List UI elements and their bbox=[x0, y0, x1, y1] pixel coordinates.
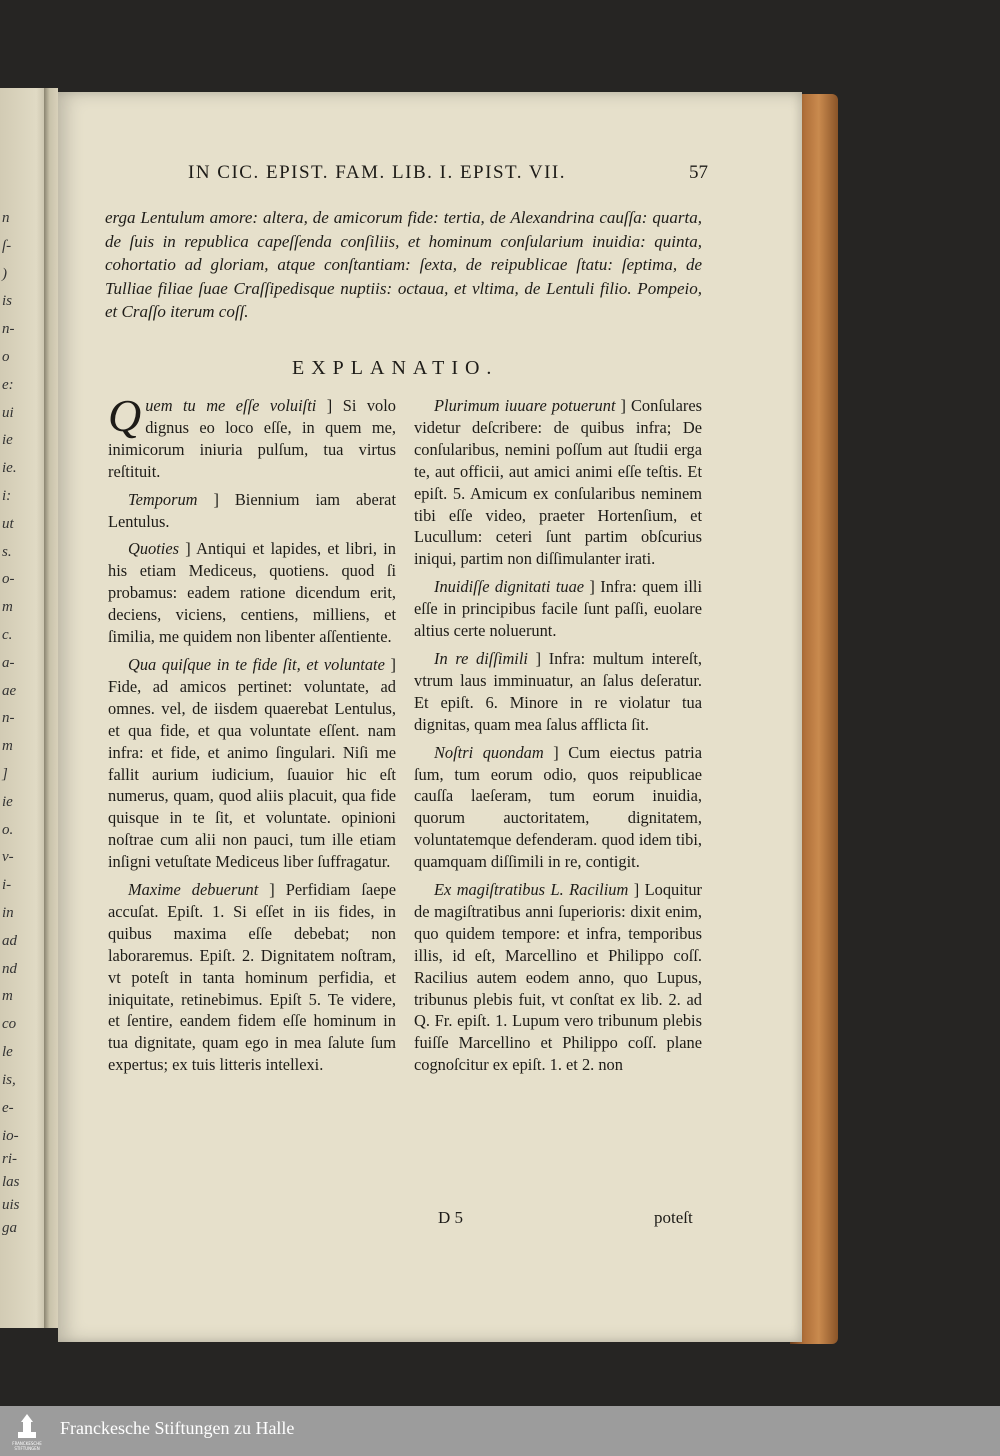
lemma: Inuidiſſe dignitati tuae bbox=[434, 577, 585, 597]
left-page-fragment: m bbox=[2, 599, 13, 616]
commentary-text: ] Fide, ad amicos pertinet: voluntate, ad omnes. vel, de iisdem quaerebat Lentulus, et qua fide, et qua voluntate eſſent. nam infra: et fide, et animo ſingulari. Niſi me fallit aurium iudicium, ſuauior hic eſt numerus, quam, quod aliis placuit, qua fide quisque in te ſit, et voluntate. opinioni noſtrae cum alii non pauci, tum ille etiam inſigni vetuſtate Mediceus liber ſuffragatur. bbox=[108, 654, 396, 872]
commentary-text: ] Antiqui et lapides, et libri, in his etiam Mediceus, quotiens. quod ſi probamus: eadem ratione dicendum erit, deciens, viciens, centiens, milliens, et ſimilia, me quidem non libenter aſſentiente. bbox=[108, 539, 396, 647]
left-page-fragment: uis bbox=[2, 1197, 20, 1213]
left-page-fragment: n- bbox=[2, 321, 15, 338]
commentary-entry bbox=[414, 648, 702, 736]
left-column bbox=[108, 390, 396, 1082]
left-page-fragment: ri- bbox=[2, 1151, 17, 1167]
drop-cap: Q bbox=[108, 390, 142, 441]
intro-text: erga Lentulum amore: altera, de amicorum fide: tertia, de Alexandrina cauſſa: quarta, de ſuis in republica capeſſenda conſiliis, et hominum conſularium inuidia: quinta, cohortatio ad gloriam, atque conſtantiam: ſexta, de reipublicae ſtatu: ſeptima, de Tulliae filiae ſuae Craſſipedisque nuptiis: octaua, et vltima, de Lentuli filio. Pompeio, et Craſſo iterum coſſ. bbox=[105, 208, 702, 321]
commentary-entry bbox=[108, 879, 396, 1076]
left-page-fragment: e- bbox=[2, 1099, 14, 1116]
commentary-text: ] Si volo dignus eo loco eſſe, in quem me, inimicorum iniuria pulſum, tua virtus reſtituit. bbox=[108, 396, 396, 481]
book-gutter bbox=[44, 88, 58, 1328]
left-page-fragment: e: bbox=[2, 376, 14, 393]
lemma: Maxime debuerunt bbox=[128, 880, 259, 900]
left-page-fragment: i- bbox=[2, 877, 12, 894]
left-page-fragment: ad bbox=[2, 932, 17, 949]
catchword: poteſt bbox=[654, 1208, 693, 1227]
commentary-text: ] Perfidiam ſaepe accuſat. Epiſt. 1. Si eſſet in iis fides, in quibus maxima eſſe debebat; non laboraremus. Epiſt. 2. Dignitatem noſtram, vt poteſt in tanta hominum perfidia, et iniquitate, retinebimus. Epiſt 5. Te videre, et ſentire, eandem fidem eſſe hominum in tua dignitate, quam ego in mea ſalute ſum expertus; ex tuis litteris intellexi. bbox=[108, 880, 396, 1075]
left-page-fragment: is, bbox=[2, 1071, 16, 1088]
left-page-fragment: ui bbox=[2, 404, 14, 421]
left-page-fragment: ſ- bbox=[2, 237, 12, 254]
running-header bbox=[188, 162, 708, 184]
commentary-text: ] Biennium iam aberat Lentulus. bbox=[108, 489, 396, 531]
commentary-entry bbox=[108, 654, 396, 873]
lemma: In re diſſimili bbox=[434, 648, 528, 668]
commentary-entry bbox=[414, 395, 702, 570]
lemma: Temporum bbox=[128, 489, 198, 509]
left-page-fragment: le bbox=[2, 1044, 13, 1060]
commentary-entry bbox=[108, 538, 396, 648]
lemma: uem tu me eſſe voluiſti bbox=[145, 396, 317, 415]
left-page-fragment: a- bbox=[2, 654, 15, 671]
logo-text-line1: FRANCKESCHE bbox=[12, 1441, 42, 1446]
commentary-text: ] Conſulares videtur deſcribere: de quibus infra; De conſularibus, nemini poſſum aut ſtudii erga te, aut officii, aut amici animi eſſe teſtis. Et epiſt. 5. Amicum ex conſularibus neminem tibi eſſe video, praeter Hortenſium, et Lucullum: ceteri ſunt partim obſcurius iniqui, partim non diſſimulanter irati. bbox=[414, 396, 703, 569]
commentary-text: ] Infra: multum intereſt, vtrum laus imminuatur, an ſalus deſeratur. Et epiſt. 6. Minore in re violatur tua dignitas, quam mea ſalus afflicta ſit. bbox=[414, 648, 702, 734]
left-page-fragment: is bbox=[2, 293, 13, 310]
left-page-fragment: co bbox=[2, 1016, 17, 1033]
commentary-entry bbox=[414, 576, 702, 642]
commentary-text: ] Cum eiectus patria ſum, tum eorum odio, quos reipublicae cauſſa laeſeram, tum eorum inuidia, quorum auctoritatem, dignitatem, voluntatemque defenderam. quod idem tibi, quamquam diſſimili in re, contigit. bbox=[414, 742, 702, 872]
left-page-fragment: n- bbox=[2, 710, 15, 727]
commentary-entry bbox=[108, 489, 396, 533]
left-page-fragment: o- bbox=[2, 571, 15, 588]
signature-mark: D 5 bbox=[438, 1208, 464, 1227]
lemma: Quoties bbox=[128, 539, 179, 559]
left-page-fragment: v- bbox=[2, 849, 14, 866]
running-title: IN CIC. EPIST. FAM. LIB. I. EPIST. VII. bbox=[188, 162, 566, 183]
commentary-text: ] Infra: quem illi eſſe in principibus facile ſunt paſſi, euolare altius certe noluerunt. bbox=[414, 577, 702, 641]
left-page-fragment: n bbox=[2, 210, 10, 226]
left-page-fragment: ) bbox=[2, 265, 7, 282]
left-page-fragment: s. bbox=[2, 543, 12, 560]
page-number: 57 bbox=[689, 162, 708, 183]
lemma: Ex magiſtratibus L. Racilium bbox=[434, 880, 629, 900]
lemma: Qua quiſque in te fide ſit, et voluntate bbox=[128, 654, 385, 674]
commentary-entry bbox=[414, 742, 702, 873]
institution-logo-icon bbox=[6, 1410, 48, 1452]
left-page-fragment: in bbox=[2, 905, 14, 921]
section-heading: EXPLANATIO. bbox=[292, 357, 499, 379]
commentary-entry bbox=[414, 879, 702, 1076]
left-page-fragment: ga bbox=[2, 1220, 17, 1236]
logo-text-line2: STIFTUNGEN bbox=[14, 1446, 40, 1451]
lemma: Noſtri quondam bbox=[434, 742, 544, 762]
lemma: Plurimum iuuare potuerunt bbox=[434, 396, 616, 415]
left-page-fragment: c. bbox=[2, 627, 13, 643]
commentary-entry bbox=[108, 390, 396, 483]
left-page-fragment: nd bbox=[2, 960, 17, 977]
left-page-fragment: o bbox=[2, 349, 10, 365]
left-page-fragment: io- bbox=[2, 1128, 19, 1144]
left-page-fragment: ie bbox=[2, 793, 13, 810]
left-page-fragment: ie bbox=[2, 432, 13, 449]
footer-label[interactable]: Franckesche Stiftungen zu Halle bbox=[60, 1418, 295, 1438]
left-page-fragment: m bbox=[2, 988, 13, 1005]
left-page-fragment: ie. bbox=[2, 460, 17, 477]
left-page-fragment: ] bbox=[2, 766, 8, 782]
left-page-fragment: i: bbox=[2, 488, 12, 504]
right-column bbox=[414, 395, 702, 1082]
left-page-fragment: ut bbox=[2, 515, 14, 532]
footer-bar bbox=[0, 1406, 1000, 1456]
left-page-fragment: ae bbox=[2, 682, 17, 699]
commentary-text: ] Loquitur de magiſtratibus anni ſuperioris: dixit enim, quo quidem tempore: et infra, temporibus illis, id eſt, Marcellino et Philippo coſſ. Racilius autem eodem anno, quo Lupus, tribunus plebis fuit, vt conſtat ex lib. 2. ad Q. Fr. epiſt. 1. Lupum vero tribunum plebis fuiſſe Marcellino et Philippo coſſ. plane cognoſcitur ex epiſt. 1. et 2. non bbox=[414, 880, 702, 1075]
left-page-fragment: o. bbox=[2, 821, 14, 838]
left-page-fragment: m bbox=[2, 738, 13, 755]
left-page-fragment: las bbox=[2, 1174, 20, 1190]
